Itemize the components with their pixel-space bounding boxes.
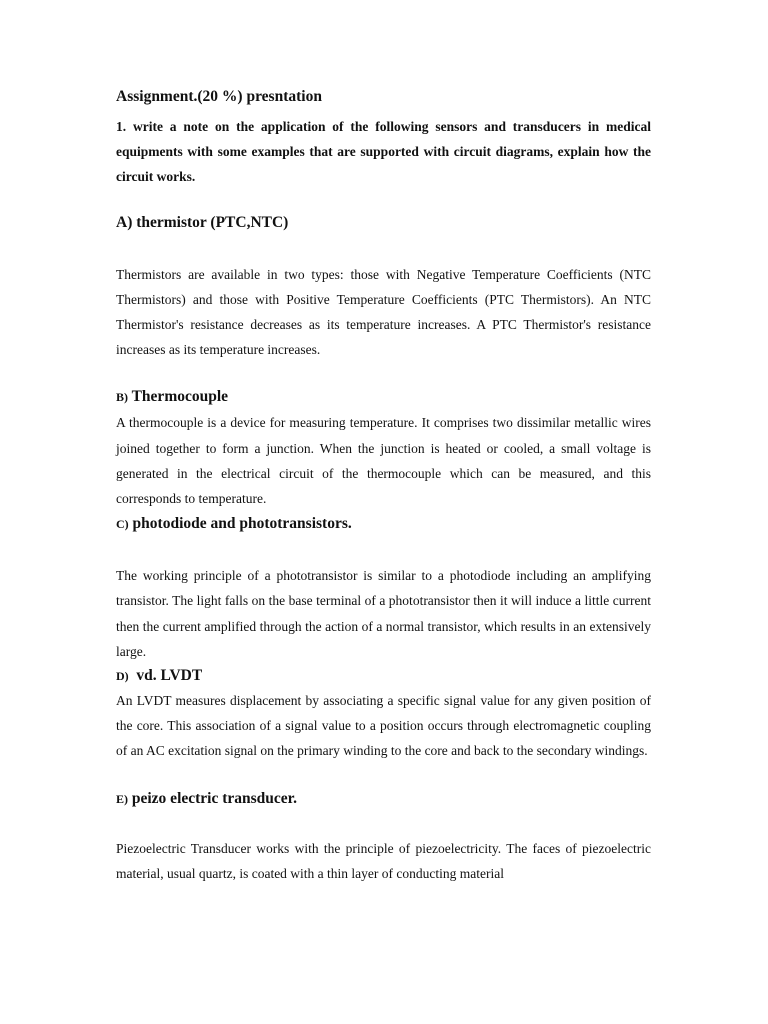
section-letter-b: B) (116, 390, 128, 405)
document-title: Assignment.(20 %) presntation (116, 88, 322, 105)
section-title-a: thermistor (PTC,NTC) (132, 213, 289, 231)
section-letter-d: D) (116, 669, 129, 684)
section-body-b: A thermocouple is a device for measuring temperature. It comprises two dissimilar metallic wires joined together to form a junction. When the junction is heated or cooled, a small voltage is generated in the electrical circuit of the thermocouple which can be measured, and this corresponds to temperature. (116, 415, 651, 507)
section-heading-a (116, 212, 651, 234)
section-title-e: peizo electric transducer. (128, 789, 298, 807)
document-page (116, 86, 651, 886)
section-body-e: Piezoelectric Transducer works with the principle of piezoelectricity. The faces of piezoelectric material, usual quartz, is coated with a thin layer of conducting material (116, 840, 651, 881)
section-heading-d (116, 665, 651, 687)
section-heading-b (116, 386, 651, 408)
section-heading-c (116, 513, 651, 535)
section-title-c: photodiode and phototransistors. (128, 515, 352, 533)
section-letter-a: A) (116, 213, 133, 231)
section-body-d: An LVDT measures displacement by associating a specific signal value for any given position of the core. This association of a signal value to a position occurs through electromagnetic coupling of an AC excitation signal on the primary winding to the core and back to the secondary windings. (116, 693, 651, 759)
question-text: 1. write a note on the application of the following sensors and transducers in medical equipments with some examples that are supported with circuit diagrams, explain how the circuit works. (116, 119, 651, 185)
section-title-d: vd. LVDT (128, 667, 203, 685)
section-letter-e: E) (116, 791, 128, 806)
section-heading-e (116, 788, 651, 810)
section-body-a: Thermistors are available in two types: those with Negative Temperature Coefficients (NTC Thermistors) and those with Positive Temperature Coefficients (PTC Thermistors). An NTC Thermistor's resistance decreases as its temperature increases. A PTC Thermistor's resistance increases as its temperature increases. (116, 266, 651, 358)
section-title-b: Thermocouple (128, 388, 229, 406)
section-body-c: The working principle of a phototransistor is similar to a photodiode including an amplifying transistor. The light falls on the base terminal of a phototransistor then it will induce a little current then the current amplified through the action of a normal transistor, which results in an extensively large. (116, 568, 651, 659)
section-letter-c: C) (116, 517, 129, 532)
